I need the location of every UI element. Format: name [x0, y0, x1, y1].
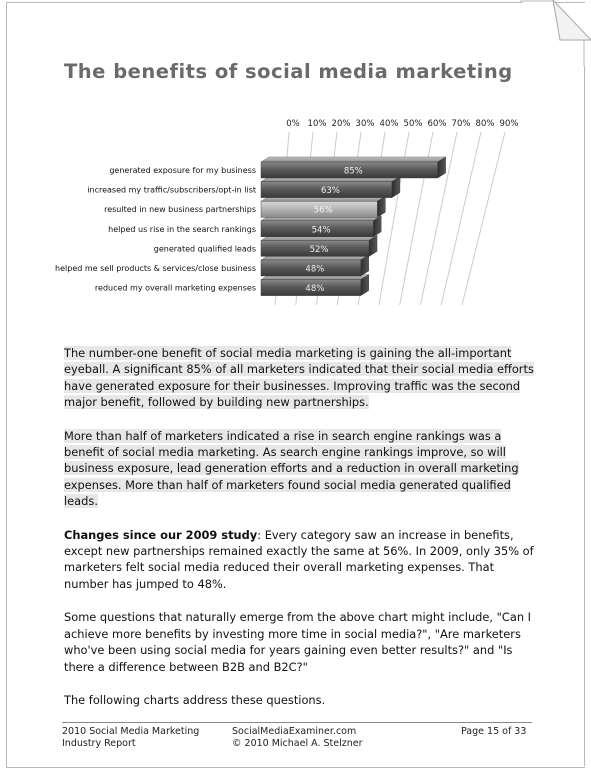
- bar-top: [261, 157, 446, 162]
- category-label: helped me sell products & services/close business: [55, 264, 256, 273]
- body-text: [64, 345, 536, 725]
- x-tick-label: 70%: [451, 119, 471, 129]
- x-tick-label: 20%: [331, 119, 351, 129]
- footer-divider: [62, 722, 532, 723]
- footer-site-info: SocialMediaExaminer.com © 2010 Michael A. Stelzner: [232, 726, 363, 749]
- gridline: [441, 132, 481, 305]
- footer-site-link[interactable]: SocialMediaExaminer.com: [232, 726, 357, 737]
- category-label: helped us rise in the search rankings: [108, 224, 256, 234]
- x-tick-label: 60%: [427, 119, 447, 129]
- x-tick-label: 90%: [499, 119, 519, 129]
- bar-value-label: 52%: [309, 244, 329, 255]
- paragraph-1: The number-one benefit of social media marketing is gaining the all-important eyeball. A significant 85% of all marketers indicated that their social media efforts have generated exposure for their businesses. Improving traffic was the second major benefit, followed by building new partnerships.: [64, 346, 534, 410]
- x-tick-label: 80%: [475, 119, 495, 129]
- category-label: increased my traffic/subscribers/opt-in list: [87, 185, 256, 195]
- bar-value-label: 48%: [305, 284, 325, 295]
- x-tick-label: 50%: [403, 119, 423, 129]
- bar-chart-svg: [0, 112, 591, 312]
- footer-report-name: 2010 Social Media Marketing Industry Report: [62, 726, 200, 749]
- page-curl-icon: [520, 0, 591, 66]
- gridline: [462, 132, 505, 305]
- paragraph-5: The following charts address these questions.: [64, 692, 326, 707]
- x-tick-label: 0%: [286, 119, 300, 129]
- paragraph-3: Changes since our 2009 study: Every category saw an increase in benefits, except new partnerships remained exactly the same at 56%. In 2009, only 35% of marketers felt social media reduced their overall marketing expenses. That number has jumped to 48%.: [64, 527, 534, 591]
- paragraph-4: Some questions that naturally emerge from the above chart might include, "Can I achieve more benefits by investing more time in social media?", "Are marketers who've been using social media for years gaining even better results?" and "Is there a difference between B2B and B2C?": [64, 610, 532, 674]
- bar-value-label: 54%: [311, 225, 331, 236]
- bar-value-label: 48%: [305, 264, 325, 275]
- paragraph-2: More than half of marketers indicated a rise in search engine rankings was a benefit of social media marketing. As search engine rankings improve, so will business exposure, lead generation efforts and a reduction in overall marketing expenses. More than half of marketers found social media generated qualified leads.: [64, 428, 519, 509]
- category-label: generated qualified leads: [153, 244, 256, 254]
- category-label: generated exposure for my business: [109, 166, 256, 175]
- bar-value-label: 63%: [320, 186, 340, 197]
- category-label: resulted in new business partnerships: [104, 205, 256, 215]
- benefits-chart: [0, 112, 591, 316]
- x-tick-label: 30%: [355, 119, 375, 129]
- footer-page-number: Page 15 of 33: [461, 726, 527, 737]
- x-tick-label: 10%: [307, 119, 327, 129]
- x-tick-label: 40%: [379, 119, 399, 129]
- page-title: The benefits of social media marketing: [64, 60, 513, 83]
- bar-value-label: 85%: [343, 166, 363, 177]
- category-label: reduced my overall marketing expenses: [94, 283, 256, 293]
- bar-value-label: 56%: [313, 205, 333, 216]
